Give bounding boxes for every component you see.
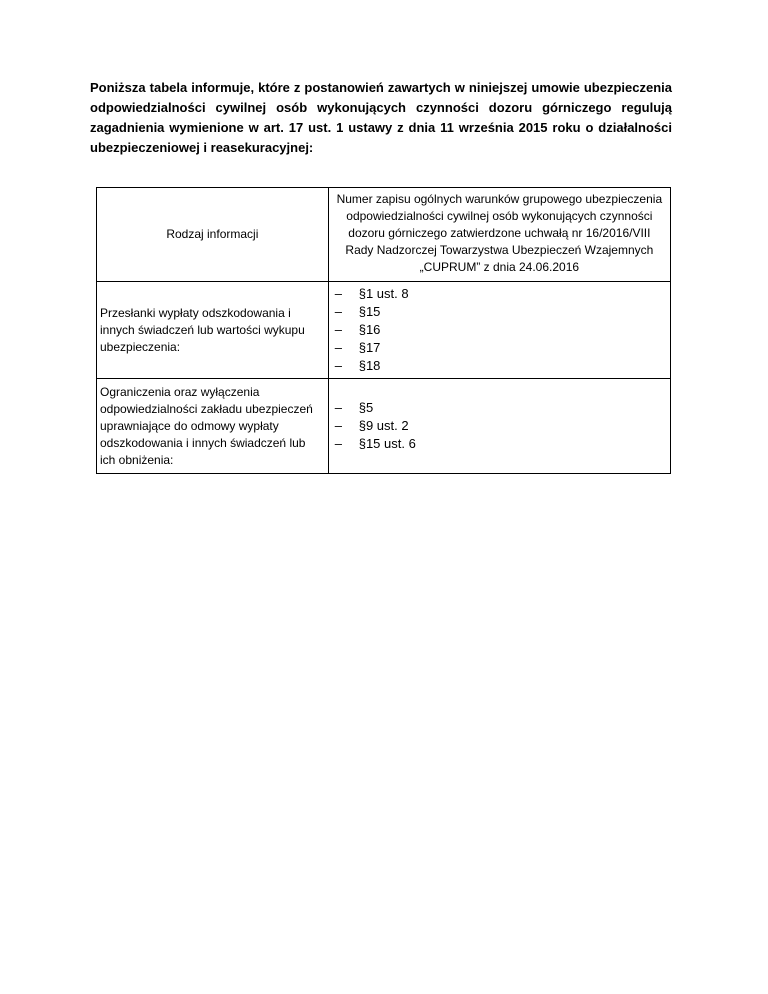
clause-reference: §18 xyxy=(358,358,381,373)
list-item xyxy=(335,339,670,357)
clause-reference: §17 xyxy=(358,340,381,355)
list-item xyxy=(335,285,670,303)
dash-bullet: – xyxy=(334,322,342,337)
row-refs-cell xyxy=(328,379,670,474)
information-table xyxy=(96,187,671,474)
dash-bullet: – xyxy=(334,340,342,355)
dash-bullet: – xyxy=(334,400,342,415)
list-item xyxy=(335,357,670,375)
intro-paragraph: Poniższa tabela informuje, które z postanowień zawartych w niniejszej umowie ubezpieczenia odpowiedzialności cywilnej osób wykonujących czynności dozoru górniczego regulują zagadnienia wymienione w art. 17 ust. 1 ustawy z dnia 11 września 2015 roku o działalności ubezpieczeniowej i reasekuracyjnej: xyxy=(90,80,672,155)
table-header-row xyxy=(97,188,671,282)
dash-bullet: – xyxy=(334,418,342,433)
reference-list xyxy=(329,399,670,453)
dash-bullet: – xyxy=(334,358,342,373)
clause-reference: §15 xyxy=(358,304,381,319)
dash-bullet: – xyxy=(334,304,342,319)
row-label-payout-conditions: Przesłanki wypłaty odszkodowania i innych świadczeń lub wartości wykupu ubezpieczenia: xyxy=(97,282,329,379)
clause-reference: §15 ust. 6 xyxy=(358,436,416,451)
clause-reference: §9 ust. 2 xyxy=(358,418,409,433)
header-cell-info-type: Rodzaj informacji xyxy=(97,188,329,282)
clause-reference: §16 xyxy=(358,322,381,337)
dash-bullet: – xyxy=(334,436,342,451)
row-label-liability-limits: Ograniczenia oraz wyłączenia odpowiedzialności zakładu ubezpieczeń uprawniające do odmowy wypłaty odszkodowania i innych świadczeń lub ich obniżenia: xyxy=(97,379,329,474)
list-item xyxy=(335,303,670,321)
table-row xyxy=(97,379,671,474)
list-item xyxy=(335,417,670,435)
dash-bullet: – xyxy=(334,286,342,301)
row-refs-cell xyxy=(328,282,670,379)
clause-reference: §5 xyxy=(358,400,374,415)
list-item xyxy=(335,321,670,339)
header-cell-clause-number: Numer zapisu ogólnych warunków grupowego ubezpieczenia odpowiedzialności cywilnej osób wykonujących czynności dozoru górniczego zatwierdzone uchwałą nr 16/2016/VIII Rady Nadzorczej Towarzystwa Ubezpieczeń Wzajemnych „CUPRUM” z dnia 24.06.2016 xyxy=(328,188,670,282)
reference-list xyxy=(329,285,670,375)
table-row xyxy=(97,282,671,379)
list-item xyxy=(335,399,670,417)
clause-reference: §1 ust. 8 xyxy=(358,286,409,301)
list-item xyxy=(335,435,670,453)
